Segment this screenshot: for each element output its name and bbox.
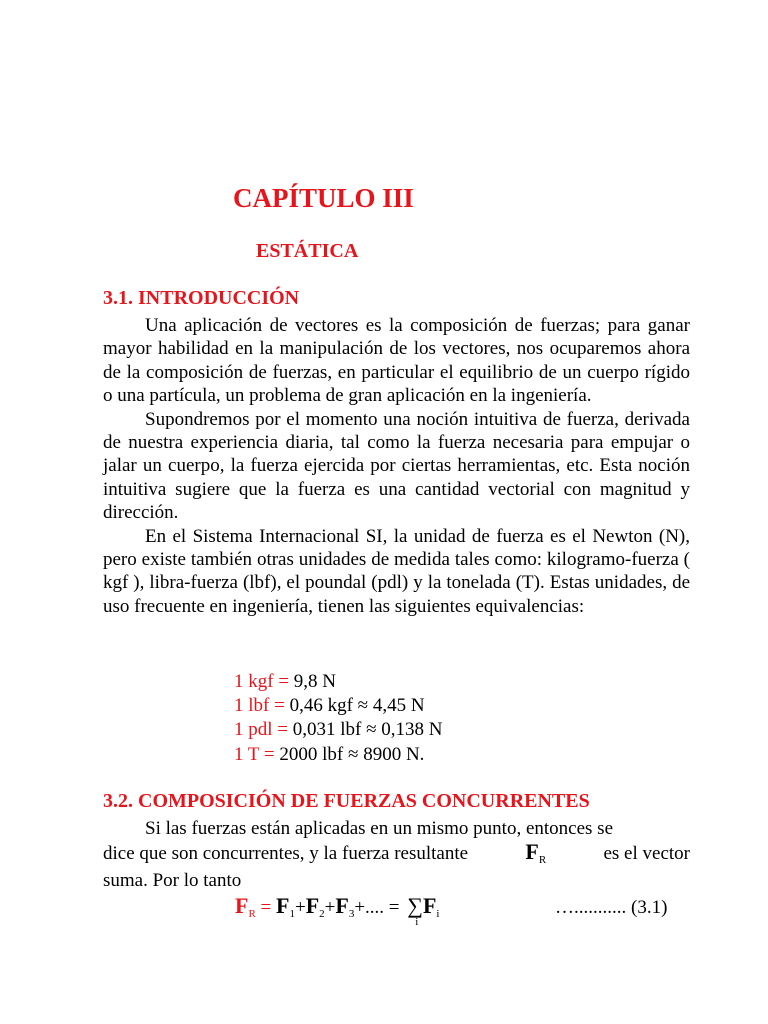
paragraph: Supondremos por el momento una noción intuitiva de fuerza, derivada de nuestra experiencia diaria, tal como la fuerza necesaria para empujar o jalar un cuerpo, la fuerza ejercida por ciertas herramientas, etc. Esta noción intuitiva sugiere que la fuerza es una cantidad vectorial con magnitud y dirección. <box>103 408 690 524</box>
paragraph-line: suma. Por lo tanto <box>103 869 242 891</box>
equation-number: …........... (3.1) <box>555 897 668 918</box>
approx-sign: ≈ <box>366 719 377 740</box>
equivalence-row <box>234 694 425 717</box>
equals-sign: = <box>263 744 275 765</box>
equivalence-rhs: 0,031 lbf <box>292 719 362 740</box>
approx-sign: ≈ <box>357 695 369 716</box>
equivalence-lhs: 1 pdl <box>234 719 273 740</box>
equivalence-lhs: 1 lbf <box>234 695 270 716</box>
paragraph: Una aplicación de vectores es la composición de fuerzas; para ganar mayor habilidad en la manipulación de los vectores, nos ocuparemos ahora de la composición de fuerzas, en particular el equilibrio de un cuerpo rígido o una partícula, un problema de gran aplicación en la ingeniería. <box>103 315 690 407</box>
formula-term-sub: 3 <box>348 908 355 920</box>
equivalence-rhs: 2000 lbf <box>279 744 344 765</box>
text-fragment: es el vector <box>603 843 690 865</box>
section-heading-introduccion: 3.1. INTRODUCCIÓN <box>103 287 300 309</box>
formula-term: F <box>276 893 290 918</box>
equals-sign: = <box>274 695 285 716</box>
section-heading-composicion: 3.2. COMPOSICIÓN DE FUERZAS CONCURRENTES <box>103 790 590 812</box>
plus-sign: + <box>354 897 366 918</box>
formula-term: F <box>335 893 349 918</box>
plus-sign: + <box>294 897 306 918</box>
equivalence-rhs: 0,46 kgf <box>289 695 353 716</box>
approx-sign: ≈ <box>348 744 359 765</box>
formula-term: F <box>305 893 320 918</box>
equivalence-rhs2: 4,45 N <box>372 695 425 716</box>
section-1-body <box>103 314 690 618</box>
paragraph: En el Sistema Internacional SI, la unidad de fuerza es el Newton (N), pero existe también otras unidades de medida tales como: kilogramo-fuerza ( kgf ), libra-fuerza (lbf), el poundal (pdl) y la tonelada (T). Estas unidades, de uso frecuente en ingeniería, tienen las siguientes equivalencias: <box>103 525 690 617</box>
section-2-body <box>103 817 690 892</box>
equivalence-rhs: 9,8 N <box>293 671 337 692</box>
summation-index: i <box>415 916 419 928</box>
equivalence-rhs2: 8900 N. <box>363 744 425 765</box>
resultant-symbol: $F_R$ <box>525 839 547 867</box>
text-fragment: dice que son concurrentes, y la fuerza resultante <box>103 843 469 865</box>
paragraph-line: Si las fuerzas están aplicadas en un mismo punto, entonces se <box>145 818 614 839</box>
formula-term-sub: 2 <box>319 908 325 920</box>
equivalence-row <box>234 718 443 741</box>
chapter-title: CAPÍTULO III <box>233 183 414 213</box>
equation-3-1 <box>235 893 440 928</box>
formula-dots: .... = <box>365 897 400 918</box>
formula-lhs-sub: R <box>248 908 256 920</box>
equivalence-row <box>234 670 336 693</box>
equivalence-lhs: 1 T <box>234 744 260 765</box>
equals-sign: = <box>278 671 290 692</box>
formula-equals: = <box>260 897 272 918</box>
formula-term-sub: 1 <box>289 908 295 920</box>
formula-sum-term: F <box>422 893 437 918</box>
plus-sign: + <box>324 897 336 918</box>
equivalence-lhs: 1 kgf <box>234 671 274 692</box>
formula-lhs: F <box>235 893 249 918</box>
equivalence-row <box>234 743 424 766</box>
equals-sign: = <box>277 719 288 740</box>
chapter-subtitle: ESTÁTICA <box>256 240 359 262</box>
summation-icon: ∑ i <box>407 893 423 928</box>
equivalence-rhs2: 0,138 N <box>381 719 443 740</box>
paragraph-line <box>103 840 690 868</box>
formula-sum-term-sub: i <box>436 908 440 920</box>
